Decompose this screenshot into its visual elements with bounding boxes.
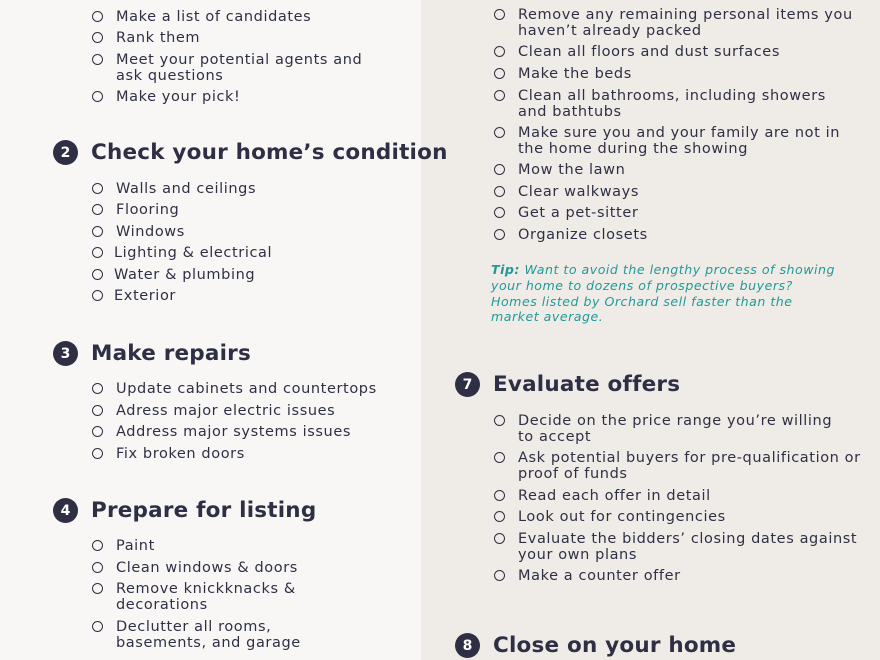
checklist-item-text: Lighting & electrical (114, 245, 273, 261)
checklist-item[interactable] (494, 413, 832, 445)
checklist-item-text: Read each offer in detail (518, 488, 711, 504)
checklist-item-text: Clear walkways (518, 184, 639, 200)
checklist-item[interactable] (494, 44, 780, 60)
checklist-item-text: Organize closets (518, 227, 648, 243)
checklist-item[interactable] (494, 531, 857, 563)
checklist-item[interactable] (92, 619, 301, 651)
checkbox-circle-icon[interactable] (92, 583, 103, 594)
checklist-item-text: Make sure you and your family are not in the home during the showing (518, 125, 841, 157)
checklist-item-text: Water & plumbing (114, 267, 256, 283)
checklist-item-text: Exterior (114, 288, 176, 304)
checklist-item-text: Make a counter offer (518, 568, 681, 584)
checklist-item-text: Meet your potential agents and ask questions (116, 52, 363, 84)
checklist-item-text: Flooring (116, 202, 180, 218)
checklist-item-text: Remove knickknacks & decorations (116, 581, 296, 613)
section-heading (53, 140, 448, 165)
section-heading (53, 498, 316, 523)
section-heading (455, 372, 680, 397)
checklist-item[interactable] (92, 288, 176, 304)
checkbox-circle-icon[interactable] (494, 533, 505, 544)
checkbox-circle-icon[interactable] (92, 621, 103, 632)
checklist-item[interactable] (92, 267, 255, 283)
tip-callout (491, 262, 841, 325)
checklist-item[interactable] (92, 560, 298, 576)
checklist-item[interactable] (494, 450, 861, 482)
checkbox-circle-icon[interactable] (92, 183, 103, 194)
checklist-item[interactable] (494, 184, 639, 200)
checklist-item[interactable] (92, 9, 311, 25)
checkbox-circle-icon[interactable] (92, 204, 103, 215)
checklist-item[interactable] (92, 245, 272, 261)
checklist-item[interactable] (92, 52, 362, 84)
checkbox-circle-icon[interactable] (92, 405, 103, 416)
checklist-item[interactable] (494, 7, 853, 39)
checklist-item-text: Make your pick! (116, 89, 241, 105)
checklist-item-text: Make a list of candidates (116, 9, 312, 25)
section-title: Prepare for listing (91, 498, 317, 523)
checklist-item[interactable] (92, 202, 179, 218)
checklist-item-text: Make the beds (518, 66, 632, 82)
checklist-item-text: Clean all bathrooms, including showers and bathtubs (518, 88, 826, 120)
checklist-item-text: Update cabinets and countertops (116, 381, 377, 397)
checklist-item[interactable] (494, 568, 681, 584)
checklist-item[interactable] (92, 538, 155, 554)
checkbox-circle-icon[interactable] (92, 562, 103, 573)
checkbox-circle-icon[interactable] (494, 207, 505, 218)
checklist-item-text: Decide on the price range you’re willing to accept (518, 413, 833, 445)
step-number-badge: 3 (53, 341, 78, 366)
checkbox-circle-icon[interactable] (494, 511, 505, 522)
checkbox-circle-icon[interactable] (92, 448, 103, 459)
checklist-item-text: Remove any remaining personal items you haven’t already packed (518, 7, 853, 39)
checkbox-circle-icon[interactable] (92, 91, 103, 102)
checkbox-circle-icon[interactable] (92, 226, 103, 237)
section-heading (455, 633, 736, 658)
checkbox-circle-icon[interactable] (494, 90, 505, 101)
checklist-item[interactable] (92, 446, 245, 462)
checkbox-circle-icon[interactable] (92, 383, 103, 394)
checklist-item[interactable] (92, 581, 296, 613)
checkbox-circle-icon[interactable] (494, 127, 505, 138)
checklist-item-text: Get a pet-sitter (518, 205, 639, 221)
checkbox-circle-icon[interactable] (494, 452, 505, 463)
section-heading (53, 341, 251, 366)
checklist-item-text: Walls and ceilings (116, 181, 257, 197)
checkbox-circle-icon[interactable] (494, 186, 505, 197)
checklist-item[interactable] (494, 488, 711, 504)
checklist-item[interactable] (494, 162, 625, 178)
checklist-item-text: Look out for contingencies (518, 509, 726, 525)
checklist-item[interactable] (494, 227, 648, 243)
checklist-item[interactable] (92, 30, 200, 46)
checkbox-circle-icon[interactable] (494, 46, 505, 57)
section-title: Close on your home (493, 633, 737, 658)
checklist-item-text: Address major systems issues (116, 424, 352, 440)
checkbox-circle-icon[interactable] (494, 229, 505, 240)
checklist-item-text: Paint (116, 538, 155, 554)
checklist-item-text: Ask potential buyers for pre-qualification or proof of funds (518, 450, 861, 482)
checkbox-circle-icon[interactable] (92, 54, 103, 65)
checklist-item[interactable] (92, 89, 240, 105)
step-number-badge: 4 (53, 498, 78, 523)
checkbox-circle-icon[interactable] (494, 9, 505, 20)
section-title: Make repairs (91, 341, 251, 366)
step-number-badge: 2 (53, 140, 78, 165)
checklist-item[interactable] (92, 381, 377, 397)
checklist-item[interactable] (494, 205, 638, 221)
checkbox-circle-icon[interactable] (92, 540, 103, 551)
step-number-badge: 7 (455, 372, 480, 397)
checklist-item-text: Clean windows & doors (116, 560, 298, 576)
checkbox-circle-icon[interactable] (92, 32, 103, 43)
checklist-item-text: Adress major electric issues (116, 403, 336, 419)
step-number-badge: 8 (455, 633, 480, 658)
checkbox-circle-icon[interactable] (494, 164, 505, 175)
checklist-item-text: Clean all floors and dust surfaces (518, 44, 780, 60)
checklist-item[interactable] (494, 88, 826, 120)
checklist-item-text: Mow the lawn (518, 162, 626, 178)
checkbox-circle-icon[interactable] (92, 269, 103, 280)
checkbox-circle-icon[interactable] (92, 11, 103, 22)
checkbox-circle-icon[interactable] (92, 247, 103, 258)
checklist-item[interactable] (92, 424, 351, 440)
checklist-item[interactable] (494, 125, 840, 157)
checklist-item[interactable] (92, 181, 256, 197)
checklist-item-text: Declutter all rooms, basements, and garage (116, 619, 301, 651)
checklist-item[interactable] (494, 66, 632, 82)
checklist-item-text: Windows (116, 224, 185, 240)
checkbox-circle-icon[interactable] (494, 570, 505, 581)
tip-label: Tip: (491, 262, 520, 277)
checkbox-circle-icon[interactable] (494, 68, 505, 79)
checklist-item[interactable] (494, 509, 726, 525)
checkbox-circle-icon[interactable] (92, 426, 103, 437)
section-title: Evaluate offers (493, 372, 681, 397)
checklist-item-text: Evaluate the bidders’ closing dates against your own plans (518, 531, 858, 563)
checklist-item[interactable] (92, 224, 185, 240)
checklist-item-text: Rank them (116, 30, 201, 46)
checklist-item-text: Fix broken doors (116, 446, 245, 462)
checkbox-circle-icon[interactable] (494, 490, 505, 501)
section-title: Check your home’s condition (91, 140, 448, 165)
checkbox-circle-icon[interactable] (494, 415, 505, 426)
checklist-item[interactable] (92, 403, 335, 419)
checkbox-circle-icon[interactable] (92, 290, 103, 301)
tip-text: Want to avoid the lengthy process of showing your home to dozens of prospective buyers? Homes listed by Orchard sell faster than the market average. (491, 262, 836, 325)
